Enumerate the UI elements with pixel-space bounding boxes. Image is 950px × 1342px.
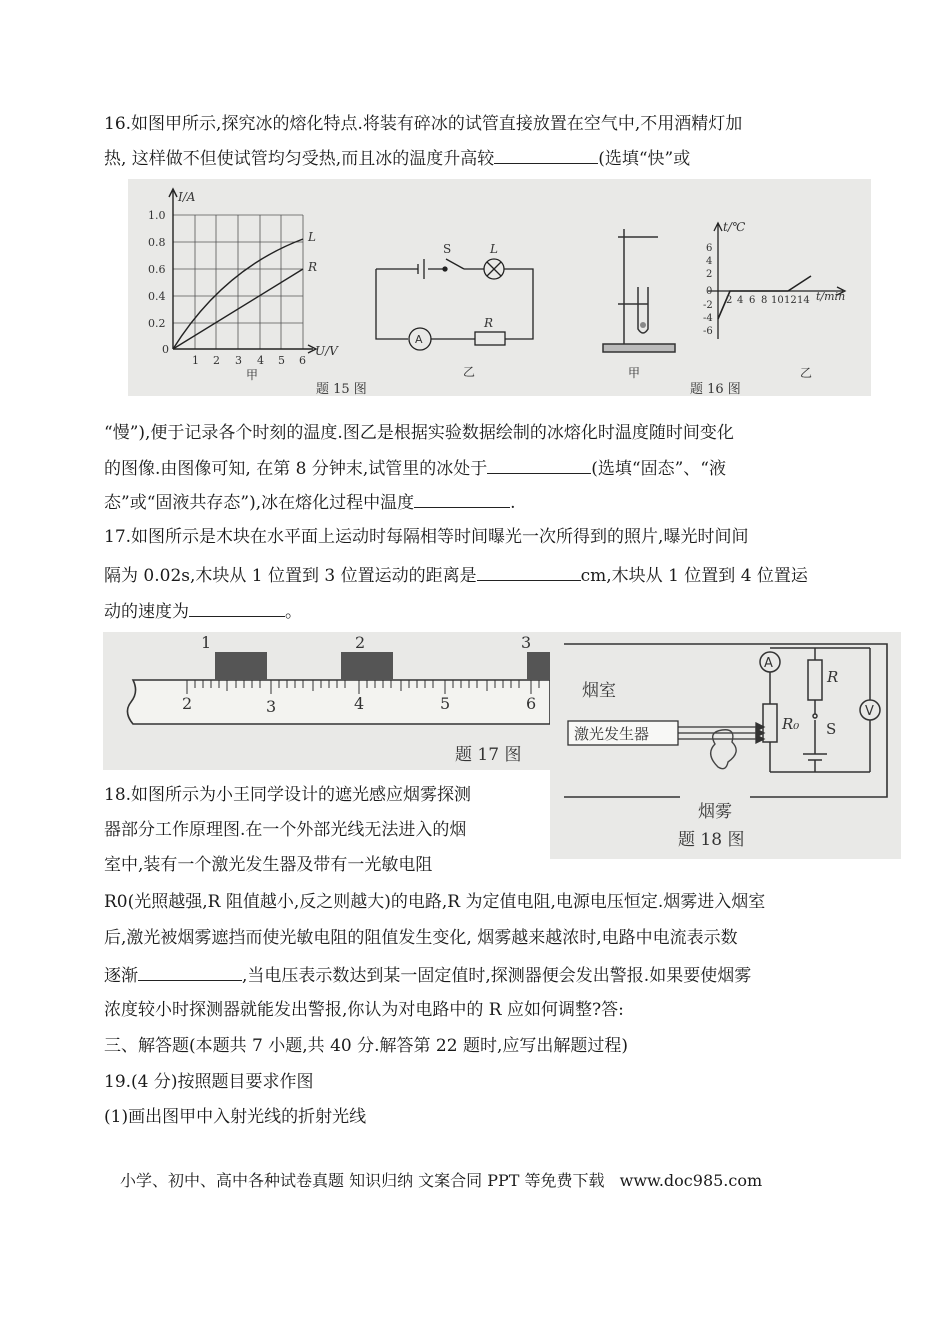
stand16	[603, 229, 675, 352]
ytick: 0	[706, 286, 713, 297]
graph15-sub: 甲	[246, 368, 259, 382]
block-label: 2	[355, 633, 366, 652]
q18-line-2: 器部分工作原理图.在一个外部光线无法进入的烟	[104, 820, 467, 840]
ytick: 6	[706, 243, 713, 254]
figure-15-16-drawing	[128, 179, 871, 396]
footer-url[interactable]: www.doc985.com	[619, 1171, 763, 1190]
block-position-2	[341, 652, 393, 680]
smoke-icon	[711, 730, 737, 769]
block-label: 1	[201, 633, 212, 652]
ytick: -6	[703, 326, 713, 337]
xtick: 6	[299, 354, 306, 367]
xtick: 4	[257, 354, 264, 367]
xtick: 14	[797, 295, 810, 306]
ldr-label: R₀	[782, 715, 800, 733]
answer-blank-temperature[interactable]	[414, 489, 510, 508]
ytick: -4	[703, 313, 713, 324]
block-position-1	[215, 652, 267, 680]
q18-text: ,当电压表示数达到某一固定值时,探测器便会发出警报.如果要使烟雾	[242, 966, 752, 986]
q18-line-6	[104, 962, 751, 988]
graph15-xlabel: U/V	[315, 344, 338, 358]
xtick: 2	[213, 354, 220, 367]
q17-line-2	[104, 562, 808, 588]
q16-text: 的图像.由图像可知, 在第 8 分钟末,试管里的冰处于	[104, 459, 488, 479]
block-label: 3	[521, 633, 532, 652]
circuit18	[760, 648, 880, 772]
caption-16: 题 16 图	[690, 382, 741, 396]
q17-line-1: 17.如图所示是木块在水平面上运动时每隔相等时间曝光一次所得到的照片,曝光时间间	[104, 527, 749, 547]
figure-18	[550, 632, 901, 859]
graph15-ylabel: I/A	[178, 190, 196, 204]
graph16-axes	[708, 223, 845, 339]
answer-blank-current[interactable]	[138, 962, 242, 981]
q18-line-1: 18.如图所示为小王同学设计的遮光感应烟雾探测	[104, 785, 472, 805]
curve-L-label: L	[308, 230, 316, 244]
xtick: 12	[784, 295, 797, 306]
xtick: 6	[749, 295, 756, 306]
q17-line-3	[104, 598, 302, 624]
graph16-sub: 乙	[800, 366, 813, 380]
ytick: 0.2	[148, 317, 166, 330]
ytick: 2	[706, 269, 713, 280]
caption-15: 题 15 图	[316, 382, 367, 396]
ytick: -2	[703, 300, 713, 311]
ytick: 4	[706, 256, 713, 267]
figure-15-16	[128, 179, 871, 396]
ytick: 0.4	[148, 290, 166, 303]
q16-text: .	[510, 493, 516, 513]
q18-line-3: 室中,装有一个激光发生器及带有一光敏电阻	[104, 855, 433, 875]
ruler-label: 6	[526, 694, 537, 713]
q16-line-5	[104, 489, 516, 515]
switch-label: S	[826, 720, 837, 738]
ruler-label: 2	[182, 694, 193, 713]
answer-blank-state[interactable]	[487, 455, 591, 474]
section-3-heading: 三、解答题(本题共 7 小题,共 40 分.解答第 22 题时,应写出解题过程)	[104, 1036, 628, 1056]
xtick: 3	[235, 354, 242, 367]
q18-line-5: 后,激光被烟雾遮挡而使光敏电阻的阻值发生变化, 烟雾越来越浓时,电路中电流表示数	[104, 928, 738, 948]
ytick: 0.6	[148, 263, 166, 276]
ammeter-label: A	[764, 656, 773, 671]
q16-text: 热, 这样做不但使试管均匀受热,而且冰的温度升高较	[104, 149, 495, 169]
room-label: 烟室	[582, 681, 616, 701]
q16-text: 态”或“固液共存态”),冰在熔化过程中温度	[104, 493, 415, 513]
q19-line-1: 19.(4 分)按照题目要求作图	[104, 1072, 314, 1092]
q16-line-3: “慢”),便于记录各个时刻的温度.图乙是根据实验数据绘制的冰熔化时温度随时间变化	[104, 423, 734, 443]
q18-line-7: 浓度较小时探测器就能发出警报,你认为对电路中的 R 应如何调整?答:	[104, 1000, 624, 1020]
q17-text: cm,木块从 1 位置到 4 位置运	[580, 566, 808, 586]
xtick: 8	[761, 295, 768, 306]
ytick: 1.0	[148, 209, 166, 222]
q16-line-2	[104, 145, 690, 171]
circuit15-sub: 乙	[463, 365, 476, 379]
ytick: 0	[162, 343, 169, 356]
figure-17-drawing	[103, 632, 550, 770]
caption-18: 题 18 图	[678, 830, 745, 850]
xtick: 5	[278, 354, 285, 367]
block-position-3	[527, 652, 550, 680]
q16-line-1: 16.如图甲所示,探究冰的熔化特点.将装有碎冰的试管直接放置在空气中,不用酒精灯加	[104, 114, 743, 134]
footer	[120, 1168, 772, 1191]
caption-17: 题 17 图	[455, 745, 522, 765]
graph15-grid	[173, 215, 303, 349]
figure-18-drawing	[550, 632, 901, 859]
resistor-label: R	[484, 316, 494, 330]
graph16-ylabel: t/℃	[723, 220, 746, 234]
graph15-axes	[169, 189, 316, 353]
ytick: 0.8	[148, 236, 166, 249]
switch-label: S	[443, 242, 452, 256]
ammeter-label: A	[415, 333, 423, 346]
resistor-label: R	[827, 668, 839, 686]
q18-line-4: R0(光照越强,R 阻值越小,反之则越大)的电路,R 为定值电阻,电源电压恒定.烟雾进入烟室	[104, 892, 766, 912]
figure-17	[103, 632, 550, 770]
ruler-label: 3	[266, 697, 277, 716]
xtick: 2	[726, 295, 733, 306]
ruler-label: 5	[440, 694, 451, 713]
q16-text: (选填“固态”、“液	[591, 459, 726, 479]
answer-blank-velocity[interactable]	[189, 598, 285, 617]
laser-label: 激光发生器	[574, 725, 650, 743]
ruler-label: 4	[354, 694, 365, 713]
graph16-xlabel: t/min	[816, 290, 846, 303]
laser-beams	[678, 723, 764, 743]
answer-blank-speed[interactable]	[494, 145, 598, 164]
smoke-label: 烟雾	[698, 802, 732, 822]
lamp-label: L	[490, 242, 498, 256]
q17-text: 动的速度为	[104, 602, 189, 622]
q18-text: 逐渐	[104, 966, 138, 986]
circuit15	[376, 259, 533, 350]
q16-text: (选填“快”或	[598, 149, 691, 169]
xtick: 4	[737, 295, 744, 306]
q19-line-2: (1)画出图甲中入射光线的折射光线	[104, 1107, 367, 1127]
line-R-label: R	[308, 260, 318, 274]
stand16-sub: 甲	[628, 366, 641, 380]
answer-blank-distance[interactable]	[477, 562, 581, 581]
xtick: 1	[192, 354, 199, 367]
q16-line-4	[104, 455, 726, 481]
q17-text: 隔为 0.02s,木块从 1 位置到 3 位置运动的距离是	[104, 566, 477, 586]
xtick: 10	[771, 295, 784, 306]
voltmeter-label: V	[865, 704, 874, 719]
q17-text: 。	[285, 602, 302, 622]
footer-text: 小学、初中、高中各种试卷真题 知识归纳 文案合同 PPT 等免费下载	[120, 1171, 605, 1190]
